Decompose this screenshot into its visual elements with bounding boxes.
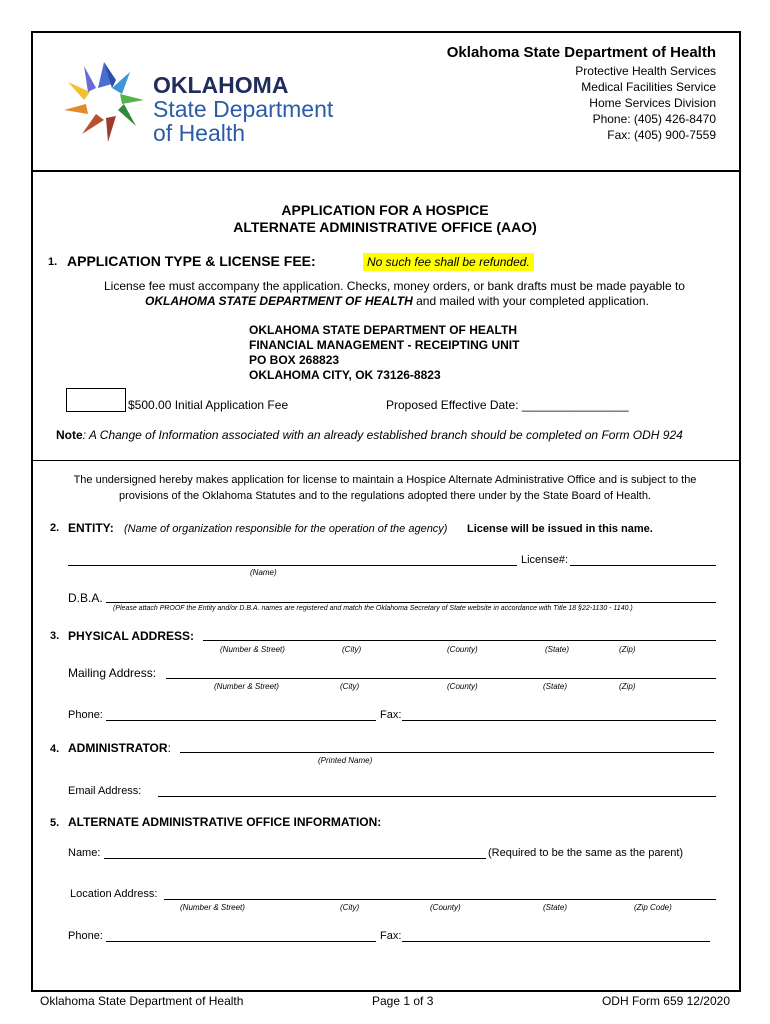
- location-address-field[interactable]: [164, 899, 716, 900]
- caption-county: (County): [447, 682, 478, 691]
- aao-name-note: (Required to be the same as the parent): [488, 847, 684, 859]
- caption-county: (County): [430, 903, 461, 912]
- caption-street: (Number & Street): [220, 645, 285, 654]
- section4-number: 4.: [50, 743, 60, 755]
- mailing-address-label: Mailing Address:: [68, 666, 157, 680]
- aao-phone-field[interactable]: [106, 941, 376, 942]
- osdh-star-icon: [60, 58, 148, 146]
- contact-line: Medical Facilities Service: [581, 80, 716, 94]
- entity-note: License will be issued in this name.: [467, 523, 653, 535]
- address-line: PO BOX 268823: [249, 353, 340, 367]
- caption-state: (State): [543, 903, 568, 912]
- dba-caption: (Please attach PROOF the Entity and/or D.B.A. names are registered and match the Oklahoma Secretary of State website in accordance with Title 18 §22-1130 - 1140.): [113, 605, 633, 612]
- caption-street: (Number & Street): [214, 682, 279, 691]
- note-text: : A Change of Information associated with an already established branch should be completed on Form ODH 924: [82, 428, 683, 442]
- aao-fax-label: Fax:: [380, 930, 402, 942]
- caption-street: (Number & Street): [180, 903, 245, 912]
- header-divider: [33, 170, 739, 172]
- org-title: Oklahoma State Department of Health: [446, 44, 716, 61]
- caption-zip-code: (Zip Code): [634, 903, 672, 912]
- administrator-colon: :: [167, 741, 171, 755]
- section1-heading: APPLICATION TYPE & LICENSE FEE:: [67, 253, 316, 269]
- section5-number: 5.: [50, 817, 60, 829]
- intro-line2: provisions of the Oklahoma Statutes and to the regulations adopted there under by the State Board of Health.: [118, 490, 651, 502]
- contact-line: Home Services Division: [589, 96, 716, 110]
- address-line: OKLAHOMA CITY, OK 73126-8823: [249, 368, 441, 382]
- email-label: Email Address:: [68, 785, 142, 797]
- aao-fax-field[interactable]: [402, 941, 710, 942]
- physical-address-field[interactable]: [203, 640, 716, 641]
- fee-checkbox[interactable]: [66, 388, 126, 412]
- entity-subtext: (Name of organization responsible for the operation of the agency): [124, 523, 448, 535]
- contact-line: Fax: (405) 900-7559: [607, 128, 716, 142]
- footer-page-number: Page 1 of 3: [372, 994, 434, 1008]
- phone-label: Phone:: [68, 709, 103, 721]
- section3-heading: PHYSICAL ADDRESS:: [68, 629, 195, 643]
- printed-name-caption: (Printed Name): [318, 756, 373, 765]
- intro-line1: The undersigned hereby makes application for license to maintain a Hospice Alternate Administrative Office and is subject to the: [73, 474, 697, 486]
- mailing-address-field[interactable]: [166, 678, 716, 679]
- phone-field[interactable]: [106, 720, 376, 721]
- caption-county: (County): [447, 645, 478, 654]
- dba-label: D.B.A.: [68, 591, 103, 605]
- email-field[interactable]: [158, 796, 716, 797]
- fee-label: $500.00 Initial Application Fee: [128, 398, 289, 412]
- section4-heading: [68, 741, 171, 755]
- caption-zip: (Zip): [619, 645, 636, 654]
- logo-line1: OKLAHOMA: [153, 72, 289, 98]
- caption-state: (State): [545, 645, 570, 654]
- location-address-label: Location Address:: [70, 888, 158, 900]
- osdh-logo: [60, 58, 360, 148]
- caption-city: (City): [340, 682, 360, 691]
- logo-line2: State Department: [153, 96, 334, 122]
- license-label: License#:: [521, 554, 569, 566]
- contact-block: [575, 63, 716, 143]
- refund-highlight: No such fee shall be refunded.: [363, 253, 534, 271]
- dba-field[interactable]: [106, 602, 716, 603]
- footer-left: Oklahoma State Department of Health: [40, 994, 244, 1008]
- administrator-label: ADMINISTRATOR: [68, 741, 168, 755]
- form-title-line2: ALTERNATE ADMINISTRATIVE OFFICE (AAO): [233, 219, 537, 235]
- aao-name-field[interactable]: [104, 858, 486, 859]
- aao-phone-label: Phone:: [68, 930, 103, 942]
- section3-number: 3.: [50, 630, 60, 642]
- caption-city: (City): [340, 903, 360, 912]
- caption-state: (State): [543, 682, 568, 691]
- footer-form-id: ODH Form 659 12/2020: [601, 994, 730, 1008]
- caption-city: (City): [342, 645, 362, 654]
- mailing-address-block: [249, 323, 519, 383]
- section2-heading: ENTITY:: [68, 521, 114, 535]
- contact-line: Protective Health Services: [575, 64, 716, 78]
- name-caption: (Name): [250, 568, 277, 577]
- caption-zip: (Zip): [619, 682, 636, 691]
- section5-heading: ALTERNATE ADMINISTRATIVE OFFICE INFORMATION:: [68, 815, 382, 829]
- address-line: FINANCIAL MANAGEMENT - RECEIPTING UNIT: [249, 338, 520, 352]
- fee-payee: OKLAHOMA STATE DEPARTMENT OF HEALTH: [145, 294, 413, 308]
- note-label: Note: [56, 428, 83, 442]
- change-note: [56, 428, 683, 442]
- license-number-field[interactable]: [570, 565, 716, 566]
- effective-date-label[interactable]: Proposed Effective Date: ________________: [386, 398, 629, 412]
- section2-number: 2.: [50, 522, 60, 534]
- fee-instructions-line1: License fee must accompany the application. Checks, money orders, or bank drafts must be made payable to: [104, 279, 685, 293]
- aao-name-label: Name:: [68, 847, 101, 859]
- fee-instructions-line2: [145, 294, 649, 308]
- contact-line: Phone: (405) 426-8470: [592, 112, 716, 126]
- fax-field[interactable]: [402, 720, 716, 721]
- section-divider: [33, 460, 739, 461]
- entity-name-field[interactable]: [68, 565, 517, 566]
- address-line: OKLAHOMA STATE DEPARTMENT OF HEALTH: [249, 323, 517, 337]
- logo-line3: of Health: [153, 120, 246, 146]
- fax-label: Fax:: [380, 709, 402, 721]
- form-title-line1: APPLICATION FOR A HOSPICE: [281, 202, 489, 218]
- section1-number: 1.: [48, 256, 58, 268]
- fee-instructions-tail: and mailed with your completed application.: [412, 294, 649, 308]
- administrator-field[interactable]: [180, 752, 714, 753]
